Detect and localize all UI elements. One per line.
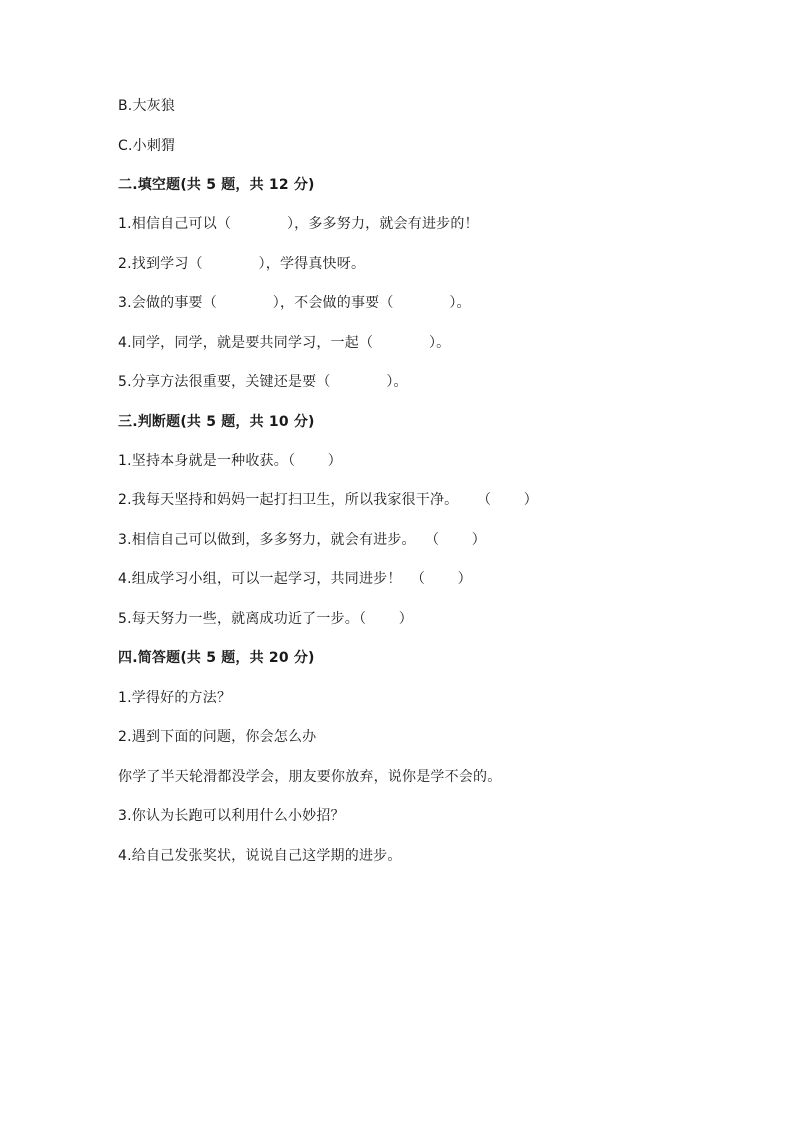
- short-answer-question-4: 4.给自己发张奖状，说说自己这学期的进步。: [118, 848, 402, 864]
- option-b: B.大灰狼: [118, 98, 176, 114]
- true-false-question-5: 5.每天努力一些，就离成功近了一步。（ ）: [118, 611, 413, 627]
- fill-blank-question-4: 4.同学，同学，就是要共同学习，一起（ ）。: [118, 335, 451, 351]
- fill-blank-question-3: 3.会做的事要（ ），不会做的事要（ ）。: [118, 295, 471, 311]
- fill-blank-question-5: 5.分享方法很重要，关键还是要（ ）。: [118, 374, 408, 390]
- true-false-question-3: 3.相信自己可以做到，多多努力，就会有进步。 （ ）: [118, 532, 487, 548]
- true-false-question-1: 1.坚持本身就是一种收获。（ ）: [118, 453, 342, 469]
- true-false-heading: 三.判断题(共 5 题，共 10 分): [118, 414, 315, 430]
- short-answer-question-1: 1.学得好的方法？: [118, 690, 232, 706]
- true-false-question-4: 4.组成学习小组，可以一起学习，共同进步！ （ ）: [118, 571, 472, 587]
- short-answer-heading: 四.简答题(共 5 题，共 20 分): [118, 650, 315, 666]
- fill-blank-question-2: 2.找到学习（ ），学得真快呀。: [118, 256, 366, 272]
- fill-blank-question-1: 1.相信自己可以（ ），多多努力，就会有进步的！: [118, 216, 479, 232]
- fill-blank-heading: 二.填空题(共 5 题，共 12 分): [118, 177, 315, 193]
- short-answer-question-2-scenario: 你学了半天轮滑都没学会，朋友要你放弃，说你是学不会的。: [118, 769, 502, 785]
- short-answer-question-2: 2.遇到下面的问题，你会怎么办: [118, 729, 317, 745]
- true-false-question-2: 2.我每天坚持和妈妈一起打扫卫生，所以我家很干净。 （ ）: [118, 492, 538, 508]
- short-answer-question-3: 3.你认为长跑可以利用什么小妙招？: [118, 808, 345, 824]
- option-c: C.小刺猬: [118, 138, 176, 154]
